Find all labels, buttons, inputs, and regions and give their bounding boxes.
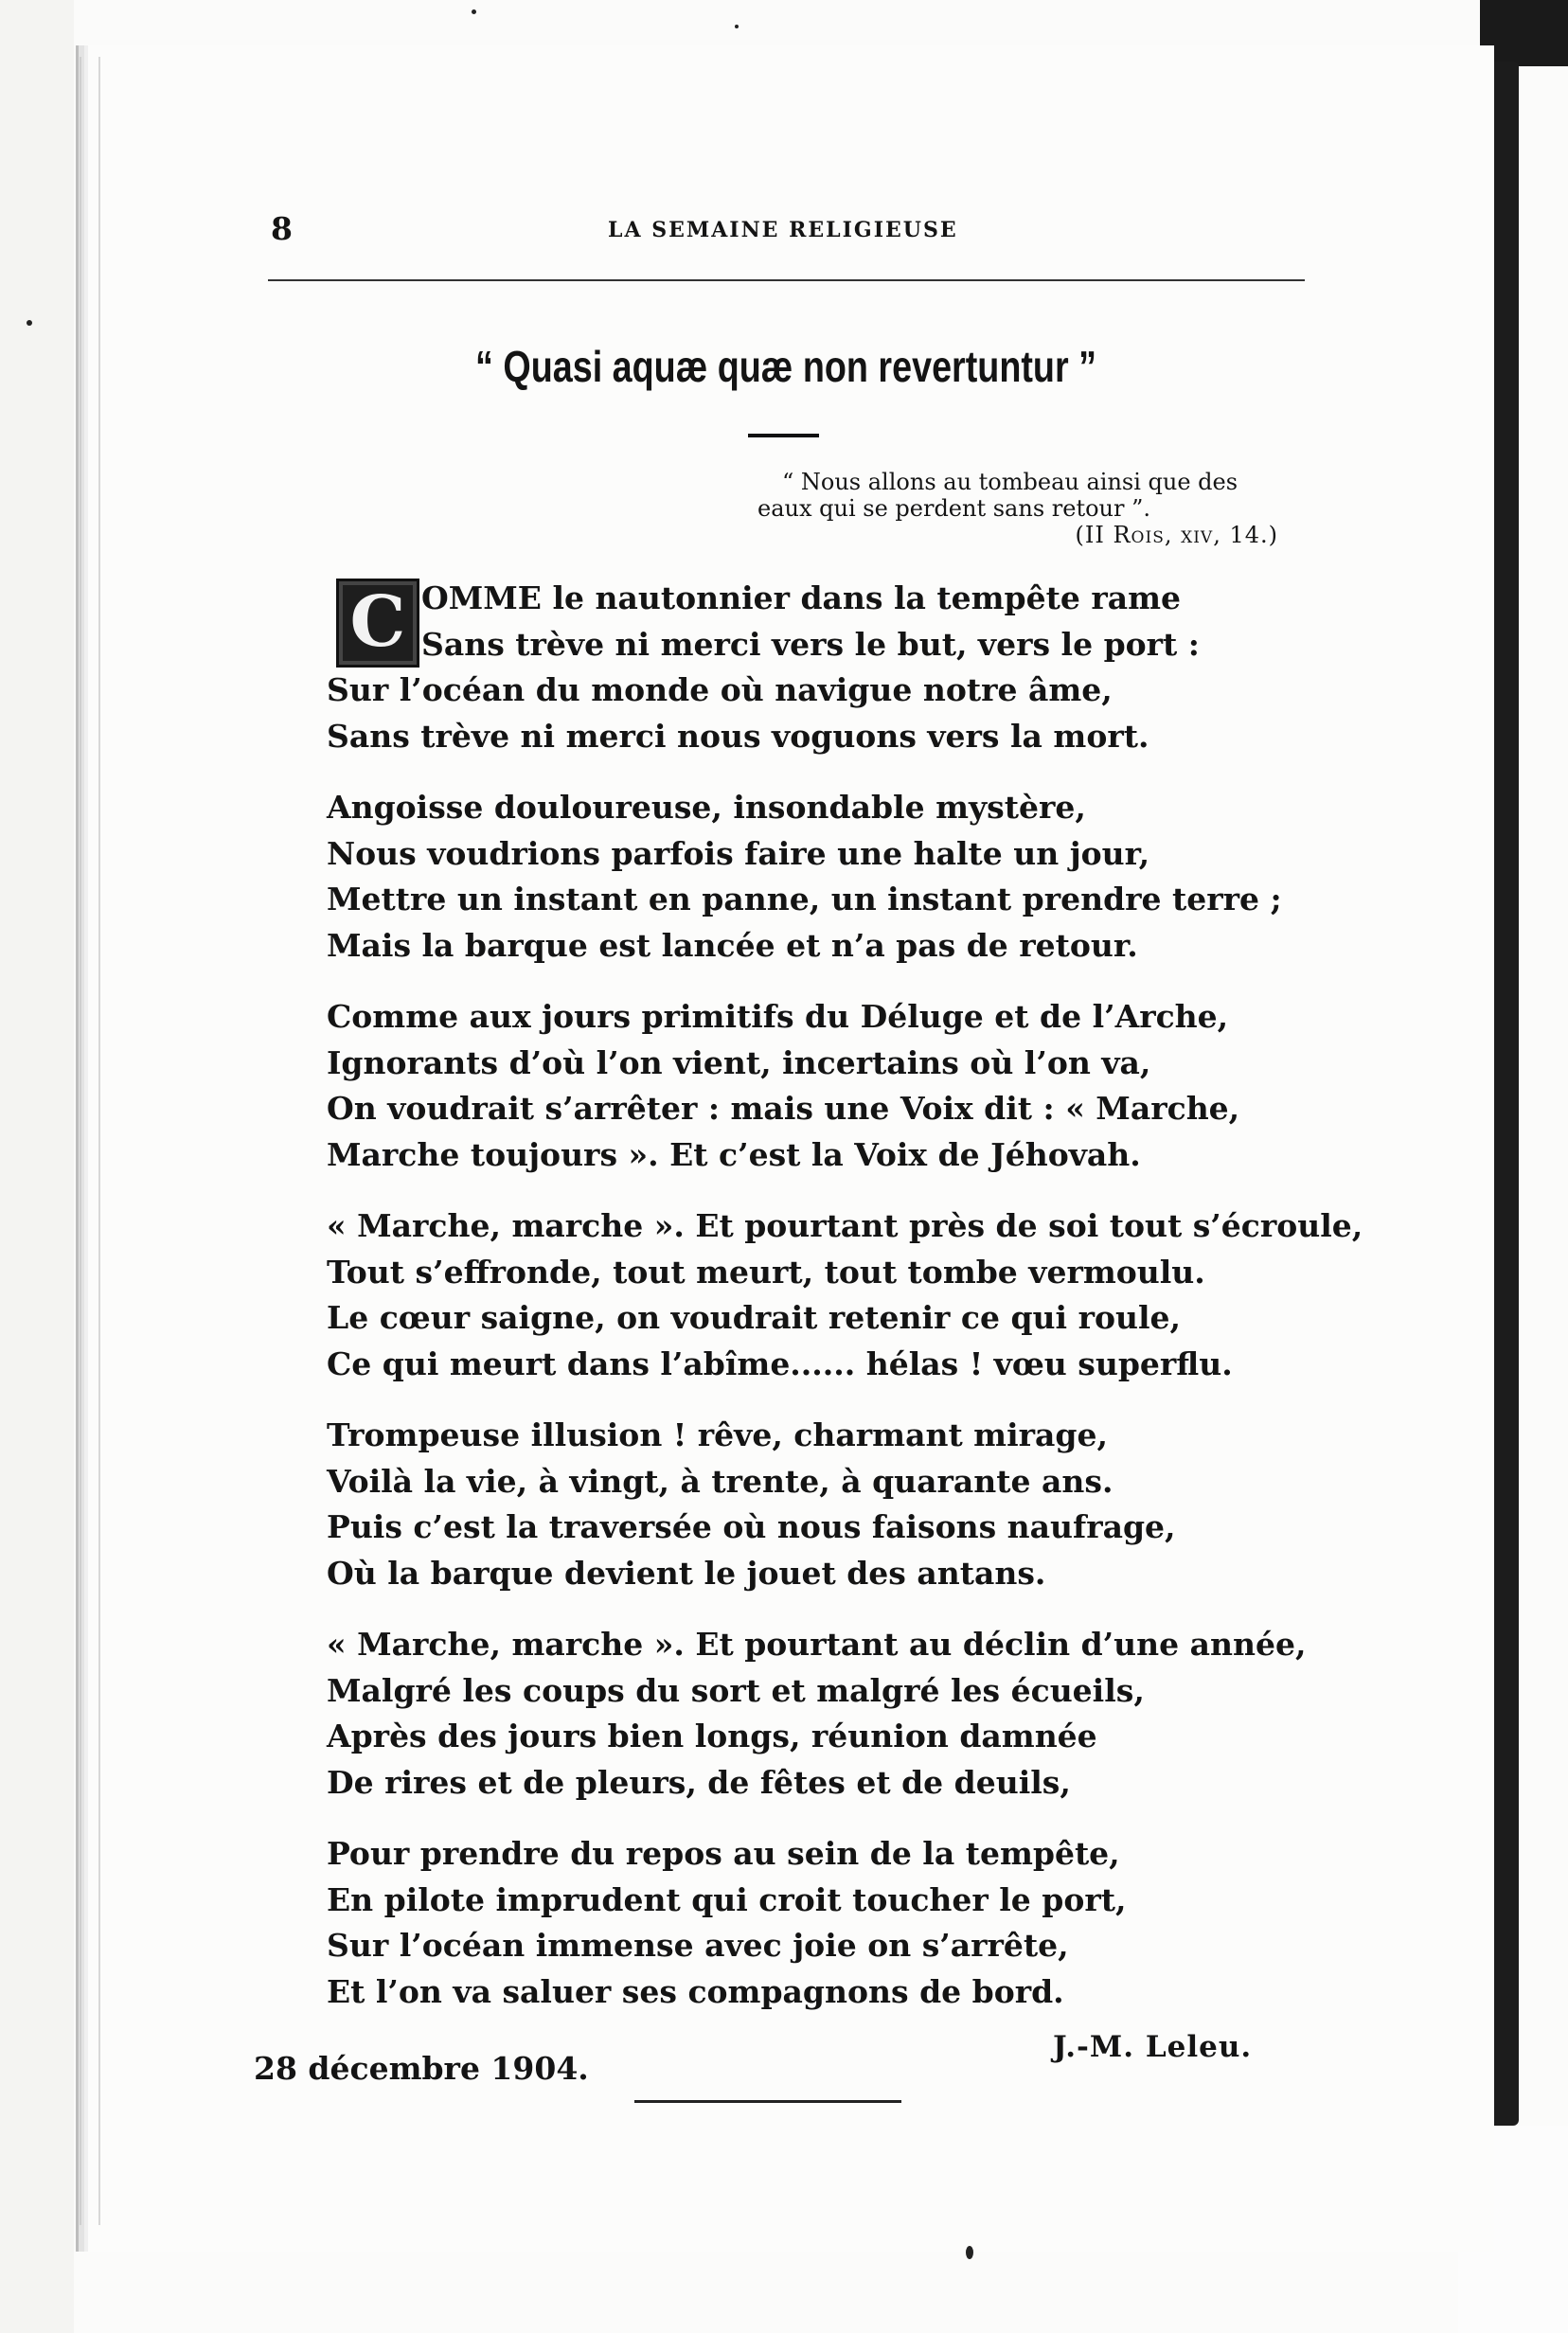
verse-line: « Marche, marche ». Et pourtant près de soi tout s’écroule, [327, 1207, 1363, 1244]
verse-line: Trompeuse illusion ! rêve, charmant mirage, [327, 1416, 1108, 1453]
verse-line: On voudrait s’arrêter : mais une Voix dit : « Marche, [327, 1090, 1240, 1127]
verse-line: Nous voudrions parfois faire une halte un jour, [327, 834, 1150, 872]
end-rule [634, 2100, 901, 2103]
verse-line: Voilà la vie, à vingt, à trente, à quarante ans. [327, 1462, 1114, 1500]
verse-line: Tout s’effronde, tout meurt, tout tombe vermoulu. [327, 1253, 1205, 1291]
verse-line: Où la barque devient le jouet des antans. [327, 1554, 1046, 1592]
scan-speck [27, 320, 32, 326]
stanza-3 [327, 994, 1368, 1178]
epigraph [701, 469, 1316, 548]
page-number: 8 [271, 210, 293, 247]
verse-line: Puis c’est la traversée où nous faisons naufrage, [327, 1508, 1176, 1545]
epigraph-line-2: eaux qui se perdent sans retour ”. [757, 495, 1150, 522]
stanza-4 [327, 1203, 1368, 1387]
verse-line: Après des jours bien longs, réunion damnée [327, 1718, 1097, 1754]
verse-line: Sur l’océan immense avec joie on s’arrête, [327, 1927, 1069, 1964]
verse-line: Le cœur saigne, on voudrait retenir ce qui roule, [327, 1299, 1181, 1336]
scan-speck [735, 25, 739, 28]
running-head [265, 210, 1307, 248]
verse-line: Angoisse douloureuse, insondable mystère, [327, 789, 1086, 826]
verse-line: Sans trève ni merci nous voguons vers la mort. [327, 717, 1149, 755]
poem-date: 28 décembre 1904. [254, 2050, 589, 2087]
verse-line: « Marche, marche ». Et pourtant au déclin d’une année, [327, 1626, 1307, 1663]
stanza-7 [327, 1831, 1368, 2015]
stanza-5 [327, 1413, 1368, 1596]
verse-line: De rires et de pleurs, de fêtes et de deuils, [327, 1763, 1071, 1801]
stanza-1 [327, 576, 1368, 759]
drop-cap: C [336, 579, 419, 668]
verse-line: Sans trève ni merci vers le but, vers le port : [421, 625, 1200, 663]
author-signature: J.-M. Leleu. [1053, 2030, 1253, 2064]
verse-line: En pilote imprudent qui croit toucher le port, [327, 1880, 1127, 1918]
epigraph-reference: (II Rois, xiv, 14.) [1075, 522, 1278, 548]
verse-line: Mettre un instant en panne, un instant prendre terre ; [327, 881, 1282, 917]
verse-line: Ce qui meurt dans l’abîme...... hélas ! vœu superflu. [327, 1345, 1233, 1382]
scan-speck [966, 2246, 973, 2259]
verse-line: Ignorants d’où l’on vient, incertains où l’on va, [327, 1043, 1151, 1081]
scan-speck [472, 9, 476, 14]
verse-line: Comme aux jours primitifs du Déluge et de l’Arche, [327, 998, 1229, 1035]
epigraph-line-1: “ Nous allons au tombeau ainsi que des [782, 469, 1238, 495]
verse-line: Marche toujours ». Et c’est la Voix de Jéhovah. [327, 1135, 1141, 1173]
stanza-2 [327, 785, 1368, 969]
header-rule [268, 279, 1305, 281]
verse-line: OMME le nautonnier dans la tempête rame [421, 579, 1182, 616]
verse-line: Malgré les coups du sort et malgré les écueils, [327, 1671, 1145, 1709]
verse-line: Sur l’océan du monde où navigue notre âme, [327, 671, 1113, 708]
stanza-6 [327, 1622, 1368, 1806]
running-title: LA SEMAINE RELIGIEUSE [608, 218, 958, 242]
verse-line: Et l’on va saluer ses compagnons de bord. [327, 1972, 1064, 2010]
title-rule [748, 434, 819, 437]
poem-body [327, 576, 1368, 2040]
page-edge-lines [80, 57, 100, 2225]
verse-line: Mais la barque est lancée et n’a pas de retour. [327, 926, 1138, 964]
verse-line: Pour prendre du repos au sein de la tempête, [327, 1835, 1120, 1872]
poem-title: “ Quasi aquæ quæ non revertuntur ” [475, 342, 1096, 391]
scan-left-margin [0, 0, 74, 2333]
